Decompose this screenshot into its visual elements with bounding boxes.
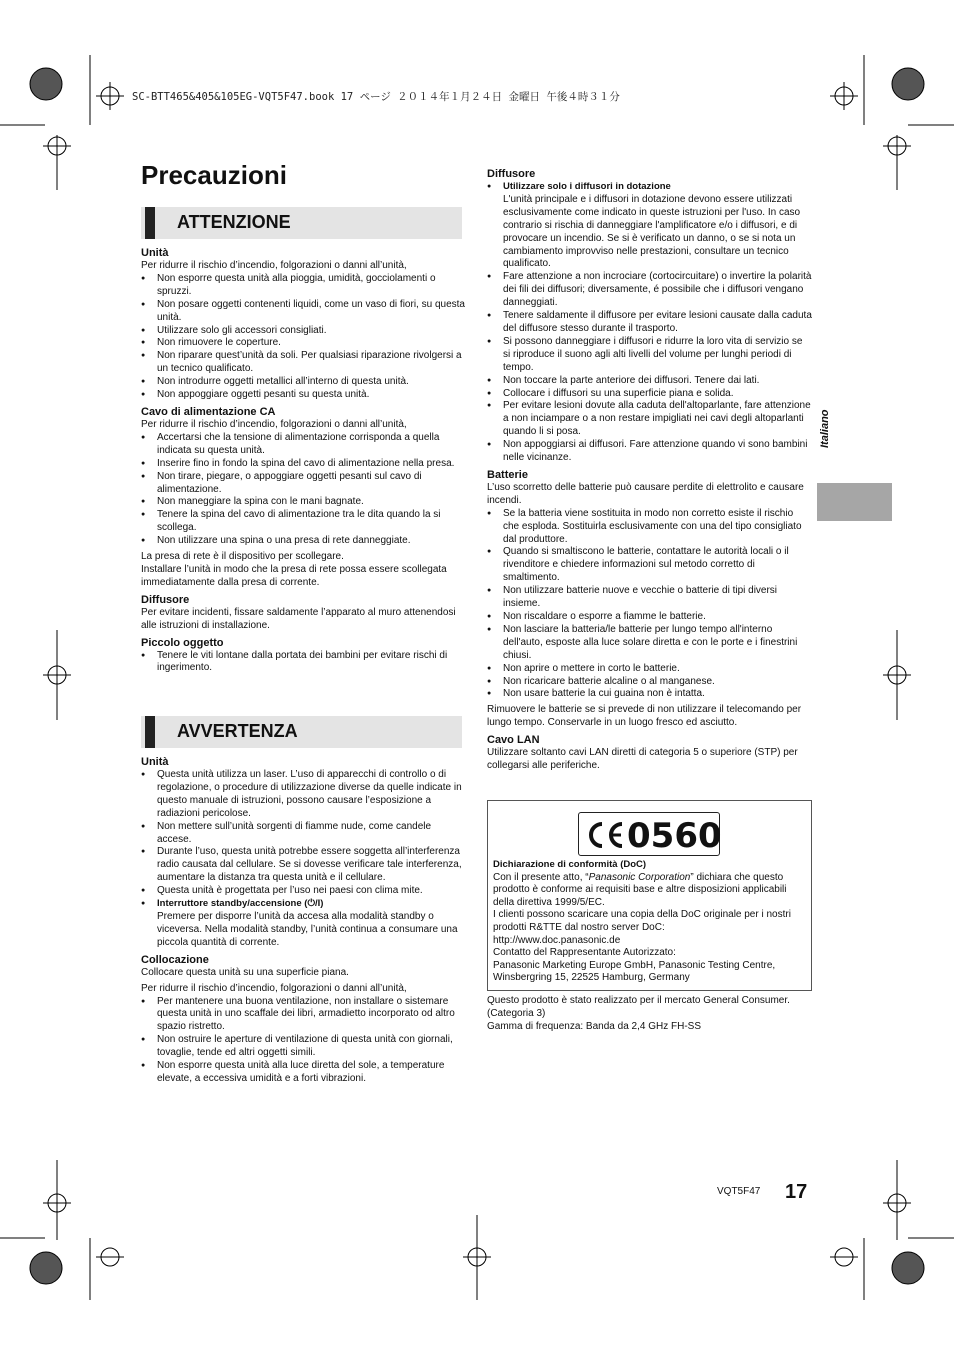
section-title: AVVERTENZA: [177, 721, 298, 741]
list-item: ● Se la batteria viene sostituita in modo non corretto esiste il rischio che esploda. Sostituirla esclusivamente con una del tipo consigliato dal produttore.: [487, 508, 812, 547]
note-text: Installare l’unità in modo che la presa di rete possa essere scollegata immediatamente dalla presa di corrente.: [141, 563, 447, 588]
list-item: ● Accertarsi che la tensione di alimentazione corrisponda a quella indicata su questa unità.: [141, 432, 466, 458]
body-text: Collocare questa unità su una superficie piana.: [141, 966, 349, 978]
list-item: ● Questa unità è progettata per l’uso nei paesi con clima mite.: [141, 885, 466, 898]
list-item: ● Questa unità utilizza un laser. L’uso di apparecchi di controllo o di regolazione, o procedure di utilizzazione diverse da quelle indicate in questo manuale di istruzioni, possono causare l’esposizione a radiazioni pericolose.: [141, 769, 466, 821]
list-item: ● Non usare batterie la cui guaina non è intatta.: [487, 688, 812, 701]
list-item: ● Non riscaldare o esporre a fiamme le batterie.: [487, 611, 812, 624]
side-language-label: Italiano: [819, 409, 831, 448]
left-column-lower: [141, 755, 466, 1086]
doc-line: I clienti possono scaricare una copia della DoC originale per i nostri prodotti R&TTE dal nostro server DoC:: [493, 909, 791, 933]
heading-unita: Unità: [141, 756, 169, 768]
list-item: ● Tenere saldamente il diffusore per evitare lesioni causate dalla caduta del diffusore stesso durante il trasporto.: [487, 310, 812, 336]
doc-box: [487, 800, 812, 991]
intro-text: Per ridurre il rischio d’incendio, folgorazioni o danni all’unità,: [141, 982, 407, 994]
heading-unita: Unità: [141, 247, 169, 259]
list-item: [487, 181, 812, 271]
ce-logo-icon: [585, 821, 625, 849]
list-collocazione: [141, 996, 466, 1086]
body-text: Gamma di frequenza: Banda da 2,4 GHz FH-SS: [487, 1020, 701, 1032]
list-item: ● Tenere le viti lontane dalla portata dei bambini per evitare rischi di ingerimento.: [141, 650, 466, 676]
standby-text: Premere per disporre l’unità da accesa alla modalità standby o viceversa. Nella modalità standby, l’unità continua a consumare una piccola quantità di corrente.: [157, 910, 458, 948]
list-item: ● Non utilizzare una spina o una presa di rete danneggiate.: [141, 535, 466, 548]
footer-code: VQT5F47: [717, 1186, 761, 1197]
list-item: ● Non ricaricare batterie alcaline o al manganese.: [487, 676, 812, 689]
list-diffusore: [487, 181, 812, 465]
list-item: ● Non maneggiare la spina con le mani bagnate.: [141, 496, 466, 509]
list-item: ● Non toccare la parte anteriore dei diffusori. Tenere dai lati.: [487, 375, 812, 388]
doc-url: http://www.doc.panasonic.de: [493, 934, 621, 946]
list-item: ● Si possono danneggiare i diffusori e ridurre la loro vita di servizio se si riproduce il suono agli alti livelli del volume per lunghi periodi di tempo.: [487, 336, 812, 375]
heading-collocazione: Collocazione: [141, 953, 209, 966]
heading-batterie: Batterie: [487, 468, 528, 481]
list-item: ● Non esporre questa unità alla luce diretta del sole, a temperature elevate, a eccessiva umidità e a forti vibrazioni.: [141, 1060, 466, 1086]
right-column: [487, 167, 812, 773]
list-item: ● Non posare oggetti contenenti liquidi, come un vaso di fiori, su questa unità.: [141, 299, 466, 325]
section-attenzione: [141, 207, 462, 239]
list-item: ● Non esporre questa unità alla pioggia, umidità, gocciolamenti o spruzzi.: [141, 273, 466, 299]
page-title: Precauzioni: [141, 160, 287, 190]
list-item: ● Inserire fino in fondo la spina del cavo di alimentazione nella presa.: [141, 458, 466, 471]
heading-cavo: Cavo di alimentazione CA: [141, 405, 276, 418]
list-item: ● Collocare i diffusori su una superficie piana e solida.: [487, 388, 812, 401]
list-unita-avvertenza: [141, 769, 466, 950]
after-box-text: [487, 995, 812, 1034]
list-item: ● Non appoggiarsi ai diffusori. Fare attenzione quando vi sono bambini nelle vicinanze.: [487, 439, 812, 465]
standby-title: Interruttore standby/accensione (⏻/I): [157, 898, 324, 910]
side-tab: [817, 483, 892, 521]
body-text: Rimuovere le batterie se si prevede di non utilizzare il telecomando per lungo tempo. Conservarle in un luogo fresco ed asciutto.: [487, 704, 802, 729]
list-item: ● Non appoggiare oggetti pesanti su questa unità.: [141, 389, 466, 402]
section-avvertenza: [141, 716, 462, 748]
ce-number: 0560: [627, 816, 722, 856]
list-item: ● Non ostruire le aperture di ventilazione di questa unità con giornali, tovaglie, tende ed altri oggetti simili.: [141, 1034, 466, 1060]
list-item: ● Non utilizzare batterie nuove e vecchie o batterie di tipi diversi insieme.: [487, 585, 812, 611]
doc-title: Dichiarazione di conformità (DoC): [493, 859, 647, 870]
list-unita: [141, 273, 466, 402]
list-item: ● Non aprire o mettere in corto le batterie.: [487, 663, 812, 676]
body-text: Utilizzare soltanto cavi LAN diretti di categoria 5 o superiore (STP) per collegarsi alle periferiche.: [487, 747, 798, 772]
doc-line: Panasonic Marketing Europe GmbH, Panasonic Testing Centre, Winsbergring 15, 22525 Hamburg, Germany: [493, 959, 776, 984]
list-item: ● Non mettere sull’unità sorgenti di fiamme nude, come candele accese.: [141, 821, 466, 847]
list-item: ● Durante l’uso, questa unità potrebbe essere soggetta all’interferenza radio causata dal cellulare. Se si dovesse verificare tale interferenza, aumentare la distanza tra questa unità e il cellulare.: [141, 846, 466, 885]
body-text: Per evitare incidenti, fissare saldamente l’apparato al muro attenendosi alle istruzioni di installazione.: [141, 606, 456, 631]
list-item: ● Non introdurre oggetti metallici all’interno di questa unità.: [141, 376, 466, 389]
list-item: [141, 898, 466, 950]
left-column-upper: [141, 246, 466, 675]
list-item: ● Non rimuovere le coperture.: [141, 337, 466, 350]
intro-text: L’uso scorretto delle batterie può causare perdite di elettrolito e causare incendi.: [487, 481, 804, 506]
doc-line: Contatto del Rappresentante Autorizzato:: [493, 947, 676, 959]
list-item: ● Non lasciare la batteria/le batterie per lungo tempo all'interno dell'auto, esposte alla luce solare diretta e con le porte e i finestrini chiusi.: [487, 624, 812, 663]
item-text: L'unità principale e i diffusori in dotazione devono essere utilizzati esclusivamente come indicato in queste istruzioni per l'uso. In caso contrario si rischia di danneggiare l'amplificatore e/o i diffusori, e di provocare un incendio. Se si è verificato un danno, o se si nota un cambiamento improvviso nelle prestazioni, consultare un tecnico qualificato.: [503, 193, 801, 270]
heading-cavo-lan: Cavo LAN: [487, 734, 540, 747]
list-item: ● Per evitare lesioni dovute alla caduta dell'altoparlante, fare attenzione a non inciampare o a non restare impigliati nei cavi degli altoparlanti quando li si posa.: [487, 400, 812, 439]
heading-piccolo-oggetto: Piccolo oggetto: [141, 636, 224, 649]
list-item: ● Quando si smaltiscono le batterie, contattare le autorità locali o il rivenditore e chiedere informazioni sul metodo corretto di smaltimento.: [487, 546, 812, 585]
print-header: SC-BTT465&405&105EG-VQT5F47.book 17 ページ ２０１４年１月２４日 金曜日 午後４時３１分: [132, 91, 620, 103]
list-cavo: [141, 432, 466, 548]
page-number: 17: [785, 1181, 808, 1203]
doc-line: Con il presente atto, “Panasonic Corporation” dichiara che questo prodotto è conforme ai requisiti base e altre disposizioni applicabili della direttiva 1999/5/EC.: [493, 871, 787, 908]
list-item: ● Fare attenzione a non incrociare (cortocircuitare) o invertire la polarità dei fili dei diffusori; diversamente, é possibile che i diffusori vengano danneggiati.: [487, 271, 812, 310]
ce-mark: [578, 812, 720, 856]
list-item: ● Utilizzare solo gli accessori consigliati.: [141, 325, 466, 338]
list-batterie: [487, 508, 812, 702]
item-title: Utilizzare solo i diffusori in dotazione: [503, 181, 671, 192]
heading-diffusore: Diffusore: [141, 593, 190, 606]
list-item: ● Tenere la spina del cavo di alimentazione tra le dita quando la si scollega.: [141, 509, 466, 535]
doc-text: [493, 859, 805, 985]
list-item: ● Per mantenere una buona ventilazione, non installare o sistemare questa unità in uno scaffale dei libri, armadietto incorporato od altro spazio ristretto.: [141, 996, 466, 1035]
intro-text: Per ridurre il rischio d’incendio, folgorazioni o danni all’unità,: [141, 260, 407, 271]
list-piccolo: [141, 650, 466, 676]
intro-text: Per ridurre il rischio d’incendio, folgorazioni o danni all’unità,: [141, 418, 407, 430]
body-text: Questo prodotto è stato realizzato per il mercato General Consumer. (Categoria 3): [487, 995, 790, 1019]
list-item: ● Non riparare quest’unità da soli. Per qualsiasi riparazione rivolgersi a un tecnico qualificato.: [141, 350, 466, 376]
note-text: La presa di rete è il dispositivo per scollegare.: [141, 551, 344, 563]
list-item: ● Non tirare, piegare, o appoggiare oggetti pesanti sul cavo di alimentazione.: [141, 471, 466, 497]
heading-diffusore: Diffusore: [487, 168, 536, 180]
section-title: ATTENZIONE: [177, 212, 291, 232]
